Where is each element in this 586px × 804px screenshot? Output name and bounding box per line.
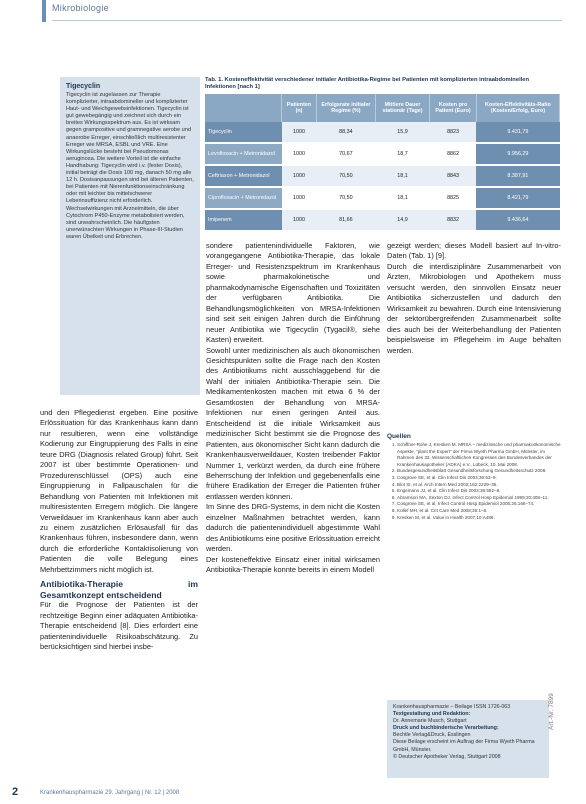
- text-column-2: [206, 241, 380, 576]
- page-number: 2: [12, 786, 19, 798]
- imprint-line: Bechtle Verlag&Druck, Esslingen: [393, 732, 471, 739]
- table-cell: 1000: [282, 165, 317, 187]
- table-cell: 8825: [430, 187, 477, 209]
- table-row: [205, 165, 560, 187]
- table-cell: 8.421,79: [476, 187, 559, 209]
- references: [387, 433, 561, 521]
- table-cell: 9.436,64: [476, 209, 559, 231]
- header-rule: [52, 20, 562, 21]
- reference-item: 2. Bundesgesundheitsblatt Gesundheitsforschung Gesundheitsschutz 2008.: [397, 468, 561, 475]
- imprint-line: Diese Beilage erscheint im Auftrag der Firma Wyeth Pharma GmbH, Münster.: [393, 739, 535, 753]
- text-column-3: [387, 241, 561, 356]
- table-cell: 8832: [430, 209, 477, 231]
- table-cell: 8862: [430, 143, 477, 165]
- table-row: [205, 209, 560, 231]
- reference-item: 5. Engemann JJ, et al. Clin Infect Dis 2003;36:592–8.: [397, 488, 561, 495]
- imprint-line: © Deutscher Apotheker Verlag, Stuttgart 2008: [393, 753, 501, 760]
- section-title: Mikrobiologie: [52, 3, 109, 13]
- table-cell: 15,9: [375, 122, 430, 143]
- table-cell: 70,50: [317, 187, 376, 209]
- table-row: [205, 187, 560, 209]
- table-cell: Ciprofloxacin + Metronidazol: [205, 187, 282, 209]
- table-cell: 18,1: [375, 187, 430, 209]
- imprint-box: [387, 700, 549, 778]
- table-cell: 1000: [282, 187, 317, 209]
- paragraph: Durch die interdisziplinäre Zusammenarbeit von Ärzten, Mikrobiologen und Apothekern muss versucht werden, den sinnvollen Einsatz neuer Antibiotika sicherzustellen und dadurch den Wirksamkeit zu bewahren. Durch eine Intensivierung der sektorübergreifenden Zusammenarbeit sollte dies auch bei der Weiterbehandlung der Patienten beispielsweise im Pflegeheim im Auge behalten werden.: [387, 261, 561, 355]
- table-cell: 70,50: [317, 165, 376, 187]
- reference-item: 4. Blot SI, et al. Arch Intern Med 2002;162:2229–35.: [397, 482, 561, 489]
- reference-item: 7. Cosgrove SE, et al. Infect Control Hosp Epidemiol 2005;26:166–74.: [397, 501, 561, 508]
- table-cell: Levofloxacin + Metronidazol: [205, 143, 282, 165]
- table-row: [205, 143, 560, 165]
- paragraph: gezeigt werden; dieses Modell basiert auf In-vitro-Daten (Tab. 1) [9].: [387, 241, 561, 261]
- paragraph: Sowohl unter medizinischen als auch ökonomischen Gesichtspunkten sollte die Frage nach den Kosten des Antibiotikums nicht ausschlaggebend für die Wahl der initialen Antibiotika-Therapie sein. Die Medikamentenkosten machen mit etwa 6 % der Gesamtkosten der Behandlung von MRSA-Infektionen nur einen geringen Anteil aus. Entscheidend ist die initiale Wirksamkeit aus medizinischer Sicht bestimmt sie die Prognose des Patienten, aus ökonomischer Sicht kann dadurch die Krankenhausverweildauer, Kosten treibender Faktor Nummer 1, verkürzt werden, da durch eine frühere Beherrschung der Infektion und gegebenenfalls eine frühere Eradikation der Erreger die Patienten früher entlassen werden können.: [206, 345, 380, 501]
- table-cell: 1000: [282, 209, 317, 231]
- table-cell: 1000: [282, 143, 317, 165]
- table-header: Patienten (n): [282, 94, 317, 122]
- table-cell: 8843: [430, 165, 477, 187]
- table-cell: 9.956,29: [476, 143, 559, 165]
- references-list: [387, 442, 561, 521]
- table-caption: Tab. 1. Kosteneffektivität verschiedener initialer Antibiotika-Regime bei Patienten mit komplizierten intraabdominellen Infektionen [nach 1]: [205, 77, 530, 90]
- table-header: Mittlere Dauer stationär (Tage): [375, 94, 430, 122]
- table-cell: 88,34: [317, 122, 376, 143]
- paragraph: und den Pflegedienst ergeben. Eine positive Erlössituation für das Krankenhaus kann dann nur resultieren, wenn eine vollständige Kodierung zur Eingruppierung des Falls in eine teure DRG (Diagnosis related Group) führt. Seit 2007 ist über bestimmte Operationen- und Prozedurenschlüssel (OPS) auch eine Eingruppierung in Fallpauschalen für die Behandlung von Patienten mit Infektionen mit multiresistenten Erregern möglich. Die längere Verweildauer im Krankenhaus kann aber auch zu einem zusätzlichen Erlösausfall für das Krankenhaus führen, insbesondere dann, wenn durch die erforderliche Kontaktisolierung von Patienten die volle Belegung eines Mehrbettzimmers nicht möglich ist.: [40, 408, 198, 574]
- imprint-line: Krankenhauspharmazie – Beilage ISSN 1726-063: [393, 704, 511, 710]
- imprint-label: Textgestaltung und Redaktion:: [393, 711, 471, 718]
- table-cell: 18,1: [375, 165, 430, 187]
- text-column-1: [40, 408, 198, 653]
- table-cell: 9.431,79: [476, 122, 559, 143]
- table-header: Kosten-Effektivitäts-Ratio (Kosten/Erfolg, Euro): [476, 94, 559, 122]
- table-header: [205, 94, 282, 122]
- header-accent-bar: [42, 0, 46, 22]
- table-header-row: [205, 94, 560, 122]
- cost-effectiveness-table: [205, 94, 560, 232]
- reference-item: 1. Schiffner-Rohe J, Kresken M. MRSA – medizinische und pharmakoökonomische Aspekte, "plant the Expert" der Firma Wyeth Pharma GmbH, Münster, im Rahmen des 33. Wissenschaftlichen Kongresses des Bundesverbandes der Krankenhausapotheker (ADKA) e.V., Lübeck, 10. Mai 2008.: [397, 442, 561, 468]
- table-row: [205, 122, 560, 143]
- table-header: Erfolgsrate initialer Regime (%): [317, 94, 376, 122]
- paragraph: sondere patientenindividuelle Faktoren, wie vorangegangene Antibiotika-Therapie, das lokale Erreger- und Resistenzspektrum im Krankenhaus sowie pharmakokinetische und pharmakodynamische Eigenschaften und Toxizitäten der verfügbaren Antibiotika. Die Behandlungsmöglichkeiten von MRSA-Infektionen sind seit seit einigen Jahren durch die Einführung neuer Antibiotika wie Tigecyclin (Tygacil®, siehe Kasten) erweitert.: [206, 241, 380, 345]
- table-cell: 18,7: [375, 143, 430, 165]
- reference-item: 3. Cosgrove SE, et al. Clin Infect Dis 2003;36:53–9.: [397, 475, 561, 482]
- table-cell: 14,9: [375, 209, 430, 231]
- table-cell: 8.387,91: [476, 165, 559, 187]
- references-title: Quellen: [387, 433, 411, 440]
- table-cell: Tigecyclin: [205, 122, 282, 143]
- page-footer: Krankenhauspharmazie 29. Jahrgang | Nr. 12 | 2008: [40, 790, 180, 796]
- reference-item: 8. Kollef MH, et al. Crit Care Med 2008;36:1–8.: [397, 508, 561, 515]
- imprint-label: Druck und buchbinderische Verarbeitung:: [393, 725, 499, 732]
- sidebar-title: Tigecyclin: [66, 83, 101, 90]
- table-cell: Ceftriaxon + Metronidazol: [205, 165, 282, 187]
- table-cell: 70,67: [317, 143, 376, 165]
- paragraph: Der kosteneffektive Einsatz einer initial wirksamen Antibiotika-Therapie konnte bereits in einem Modell: [206, 554, 380, 575]
- reference-item: 6. Abramson MA, Sexton DJ. Infect Control Hosp Epidemiol 1999;20:408–11.: [397, 495, 561, 502]
- imprint-line: Dr. Annemarie Musch, Stuttgart: [393, 718, 467, 725]
- section-heading: Antibiotika-Therapie im Gesamtkonzept entscheidend: [40, 579, 198, 600]
- article-number: Art.-Nr. 7899: [548, 693, 555, 730]
- reference-item: 9. Kresken M, et al. Value in Health 2007;10:A486.: [397, 515, 561, 522]
- table-cell: 81,66: [317, 209, 376, 231]
- table-cell: 1000: [282, 122, 317, 143]
- sidebar-box-tigecyclin: [60, 77, 200, 395]
- paragraph: Für die Prognose der Patienten ist der rechtzeitige Beginn einer adäquaten Antibiotika-Therapie entscheidend [8]. Dies erfordert eine patientenindividuelle Risikoabschätzung. Zu berücksichtigen sind hierbei insbe-: [40, 600, 198, 652]
- table-header: Kosten pro Patient (Euro): [430, 94, 477, 122]
- cost-table-block: [205, 77, 560, 232]
- sidebar-text: Tigecyclin ist zugelassen zur Therapie komplizierter, intraabdomineller und komplizierter Haut- und Weichgewebsinfektionen. Tigecyclin ist gut gewebegängig und zeichnet sich durch ein breites Wirkungsspektrum aus. Es ist wirksam gegen grampositive und gramnegative aerobe und anaerobe Erreger, einschließlich multiresistenter Erreger wie MRSA, ESBL und VRE. Eine Wirkungslücke besteht bei Pseudomonas aeruginosa. Die weitere Vorteil ist die einfache Handhabung: Tigecyclin wird i.v. (fester Dosis), initial beträgt die Dosis 100 mg, danach 50 mg alle 12 h. Dosisanpassungen sind bei älteren Patienten, bei Patienten mit Nierenfunktionseinschränkung oder mit leichter bis mittelschwerer Leberinsuffizienz nicht erforderlich. Wechselwirkungen mit Arzneimitteln, die über Cytochrom P450-Enzyme metabolisiert werden, sind unwahrscheinlich. Die häufigsten unerwünschten Wirkungen in Phase-III-Studien waren Übelkeit und Erbrechen.: [66, 92, 194, 240]
- table-cell: 8823: [430, 122, 477, 143]
- table-cell: Imipenem: [205, 209, 282, 231]
- paragraph: Im Sinne des DRG-Systems, in dem nicht die Kosten einzelner Maßnahmen betrachtet werden, kann dadurch die patientenindividuell abgestimmte Wahl des Antibiotikums eine positive Erlössituation erreicht werden.: [206, 502, 380, 554]
